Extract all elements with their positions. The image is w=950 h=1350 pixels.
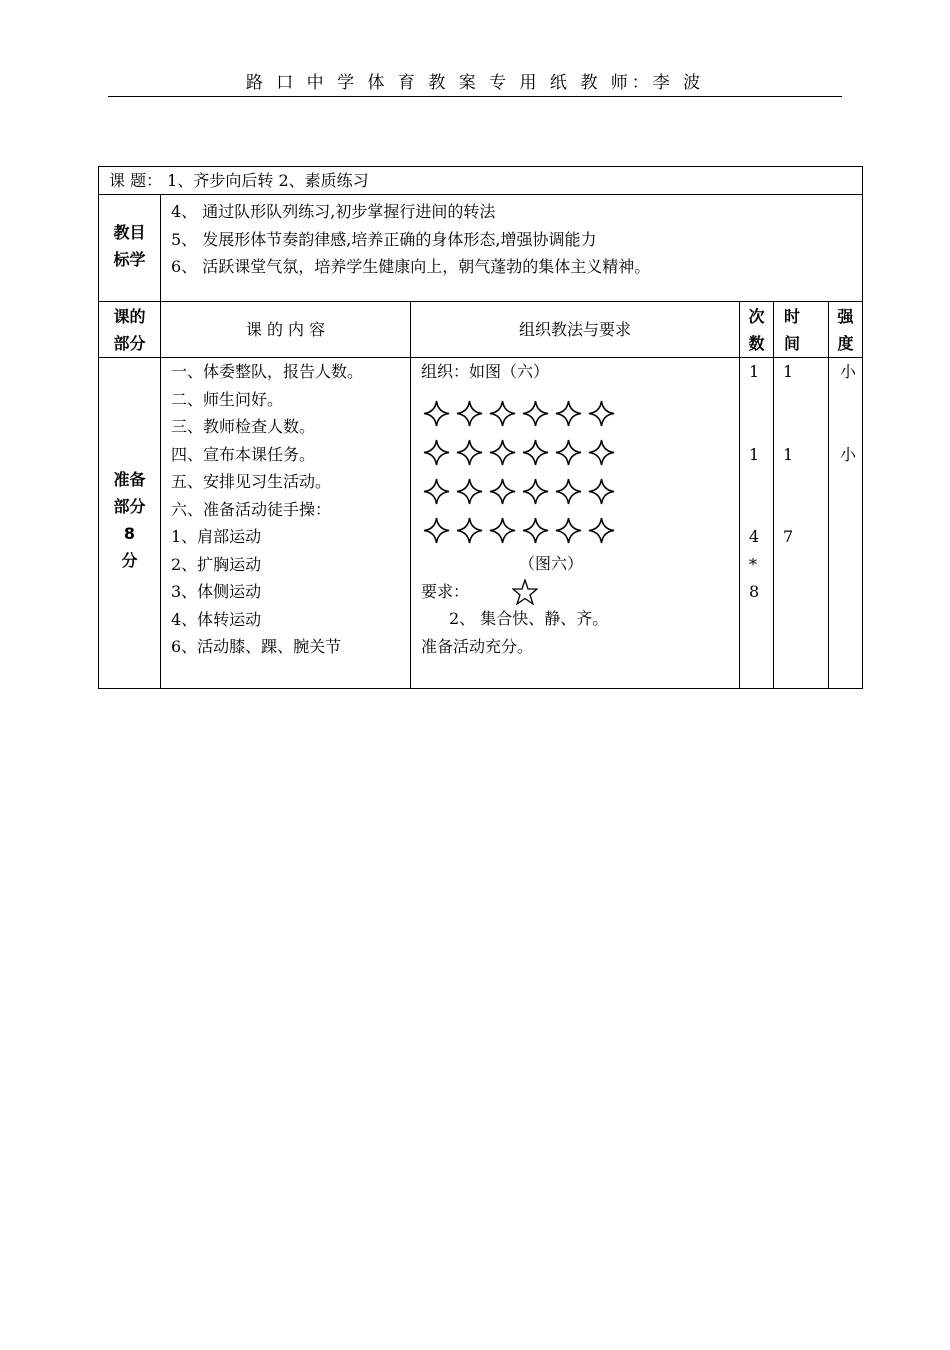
requirement-note: 准备活动充分。 [421,637,534,656]
time-value: 1 [783,362,794,381]
content-item: 六、准备活动徒手操： [171,499,332,519]
method-header: 组织教法与要求 [410,302,739,357]
count-value [749,468,773,496]
column-header-row [99,302,862,358]
student-star-icon [423,439,450,466]
count-value [749,386,773,414]
count-header-line2: 数 [748,334,765,353]
student-star-icon [555,439,582,466]
count-value: 1 [749,444,760,464]
student-star-icon [555,517,582,544]
count-value: * [749,554,757,574]
lesson-plan-table [98,166,863,689]
goals-label-line1: 教目 [113,223,146,242]
time-value [783,496,828,524]
intensity-value [840,386,862,414]
intensity-value: 小 [840,444,857,464]
goal-item: 6、 活跃课堂气氛，培养学生健康向上，朝气蓬勃的集体主义精神。 [171,257,651,276]
student-star-icon [489,439,516,466]
content-item: 4、体转运动 [171,609,262,629]
time-header-line1: 时 [784,307,801,326]
prep-times [773,358,828,688]
formation-row [423,394,615,433]
content-item: 三、教师检查人数。 [171,417,316,436]
content-item: 6、活动膝、踝、腕关节 [171,637,342,656]
student-star-icon [489,478,516,505]
student-star-icon [423,400,450,427]
part-header [99,302,160,357]
student-star-icon [489,400,516,427]
time-header-line2: 间 [784,334,801,353]
student-star-icon [456,478,483,505]
count-value [749,413,773,441]
goals-label [99,195,160,301]
student-star-icon [588,439,615,466]
count-value: 4 [749,527,760,546]
content-item: 3、体侧运动 [171,582,262,601]
student-star-icon [522,478,549,505]
goals-row [99,195,862,302]
count-header-line1: 次 [748,307,765,326]
content-item: 2、扩胸运动 [171,554,262,574]
content-item: 一、体委整队，报告人数。 [171,362,364,381]
content-item: 二、师生问好。 [171,389,284,409]
prep-label-line1: 准备 [113,470,146,489]
intensity-value [840,413,862,441]
prep-label-line3: 8 [123,524,136,543]
content-item: 1、肩部运动 [171,527,262,546]
content-item: 四、宣布本课任务。 [171,444,316,464]
star-outline-icon [512,579,538,605]
count-value: 8 [749,582,760,601]
prep-content [160,358,410,688]
time-value [783,468,828,496]
student-star-icon [456,400,483,427]
goal-item: 5、 发展形体节奏韵律感,培养正确的身体形态,增强协调能力 [171,229,597,249]
student-star-icon [522,517,549,544]
intensity-header [828,302,862,357]
student-star-icon [555,478,582,505]
goals-list [160,195,862,301]
intensity-header-line2: 度 [837,334,854,353]
topic-text: 课 题： 1、齐步向后转 2、素质练习 [109,171,369,190]
count-value [749,496,773,524]
intensity-value: 小 [840,362,857,381]
prep-label [99,358,160,688]
student-star-icon [456,517,483,544]
count-header [739,302,773,357]
page-header: 路 口 中 学 体 育 教 案 专 用 纸 教 师：李 波 [108,72,842,97]
student-star-icon [588,517,615,544]
figure-caption: （图六） [519,554,584,573]
topic-row [99,167,862,195]
time-header [773,302,828,357]
prep-label-line4: 分 [121,551,138,570]
content-header: 课 的 内 容 [160,302,410,357]
part-header-line2: 部分 [113,334,146,353]
goal-item: 4、 通过队形队列练习,初步掌握行进间的转法 [171,202,496,221]
formation-row [423,511,615,550]
student-star-icon [489,517,516,544]
requirement-item: 2、 集合快、静、齐。 [449,609,609,628]
formation-diagram [423,394,615,550]
student-star-icon [588,478,615,505]
time-value: 7 [783,527,794,546]
student-star-icon [456,439,483,466]
requirement-label: 要求： [421,582,470,601]
org-text: 组织：如图（六） [421,362,550,381]
time-value [783,413,828,441]
student-star-icon [522,439,549,466]
formation-row [423,472,615,511]
prep-method [410,358,739,688]
prep-counts [739,358,773,688]
time-value [783,386,828,414]
intensity-header-line1: 强 [837,307,854,326]
student-star-icon [555,400,582,427]
prep-row [99,358,862,688]
goals-label-line2: 标学 [113,250,146,269]
part-header-line1: 课的 [113,307,146,326]
content-item: 五、安排见习生活动。 [171,472,332,491]
formation-row [423,433,615,472]
prep-intensity [828,358,862,688]
student-star-icon [522,400,549,427]
student-star-icon [423,478,450,505]
prep-label-line2: 部分 [113,497,146,516]
count-value: 1 [749,362,760,381]
student-star-icon [588,400,615,427]
student-star-icon [423,517,450,544]
time-value: 1 [783,444,794,464]
